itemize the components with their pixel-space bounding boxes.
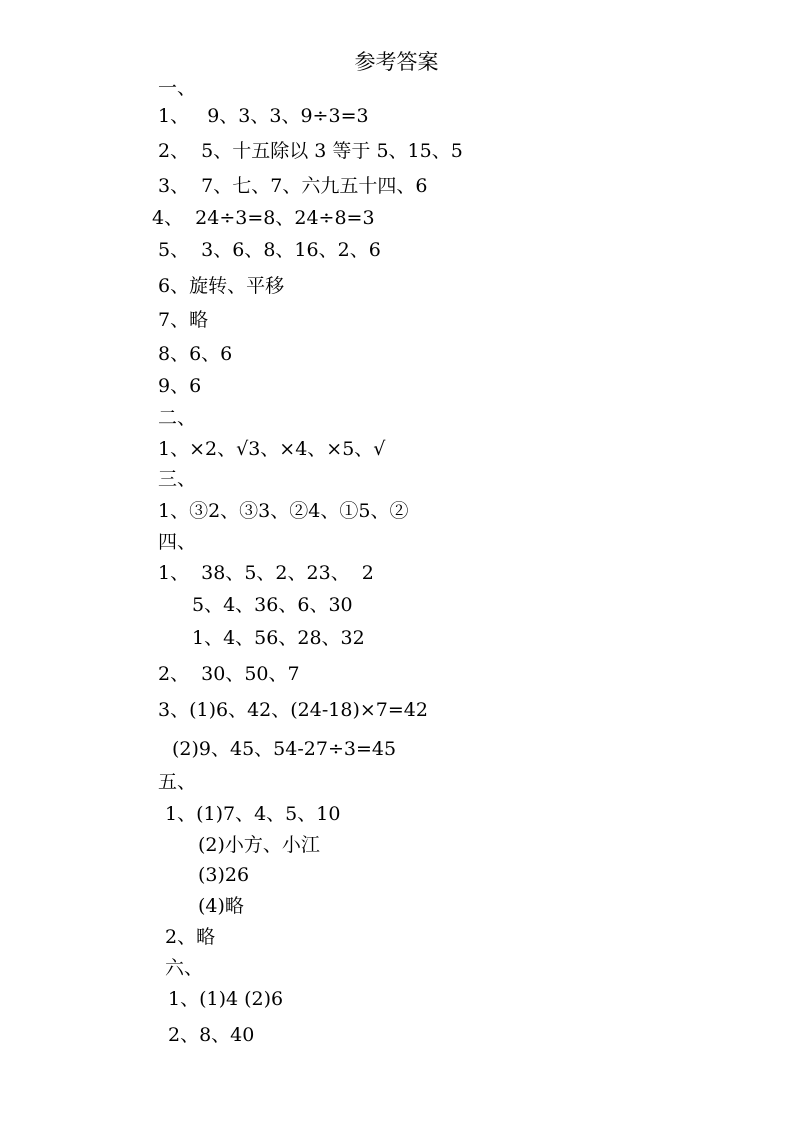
- answer-line: 1、 38、5、2、23、 2: [158, 562, 374, 584]
- answer-line: 2、8、40: [168, 1024, 255, 1046]
- answer-line: (2)9、45、54-27÷3=45: [172, 738, 397, 760]
- answer-line: 2、略: [165, 926, 216, 948]
- answer-line: 1、(1)7、4、5、10: [165, 803, 341, 825]
- answer-line: 2、 30、50、7: [158, 663, 300, 685]
- section-heading-1: 一、: [158, 77, 197, 99]
- answer-line: 1、×2、√3、×4、×5、√: [158, 438, 386, 460]
- answer-line: (2)小方、小江: [198, 834, 320, 856]
- answer-line: 1、③2、③3、②4、①5、②: [158, 500, 409, 522]
- answer-line: 1、(1)4 (2)6: [168, 988, 284, 1010]
- answer-line: 3、 7、七、7、六九五十四、6: [158, 175, 428, 197]
- answer-line: 2、 5、十五除以 3 等于 5、15、5: [158, 140, 463, 162]
- answer-line: 6、旋转、平移: [158, 275, 285, 297]
- section-heading-2: 二、: [158, 407, 197, 429]
- section-heading-4: 四、: [158, 531, 197, 553]
- answer-line: 5、4、36、6、30: [192, 594, 353, 616]
- answer-line: (4)略: [198, 895, 244, 917]
- answer-line: (3)26: [198, 864, 250, 886]
- answer-line: 3、(1)6、42、(24-18)×7=42: [158, 699, 428, 721]
- answer-line: 1、 9、3、3、9÷3=3: [158, 105, 369, 127]
- section-heading-3: 三、: [158, 468, 197, 490]
- answer-line: 1、4、56、28、32: [192, 627, 365, 649]
- answer-line: 7、略: [158, 309, 209, 331]
- answer-line: 4、 24÷3=8、24÷8=3: [152, 207, 375, 229]
- section-heading-6: 六、: [165, 957, 204, 979]
- answer-line: 8、6、6: [158, 343, 233, 365]
- section-heading-5: 五、: [158, 771, 197, 793]
- answer-line: 5、 3、6、8、16、2、6: [158, 239, 381, 261]
- answer-line: 9、6: [158, 375, 202, 397]
- answer-title: 参考答案: [354, 50, 439, 74]
